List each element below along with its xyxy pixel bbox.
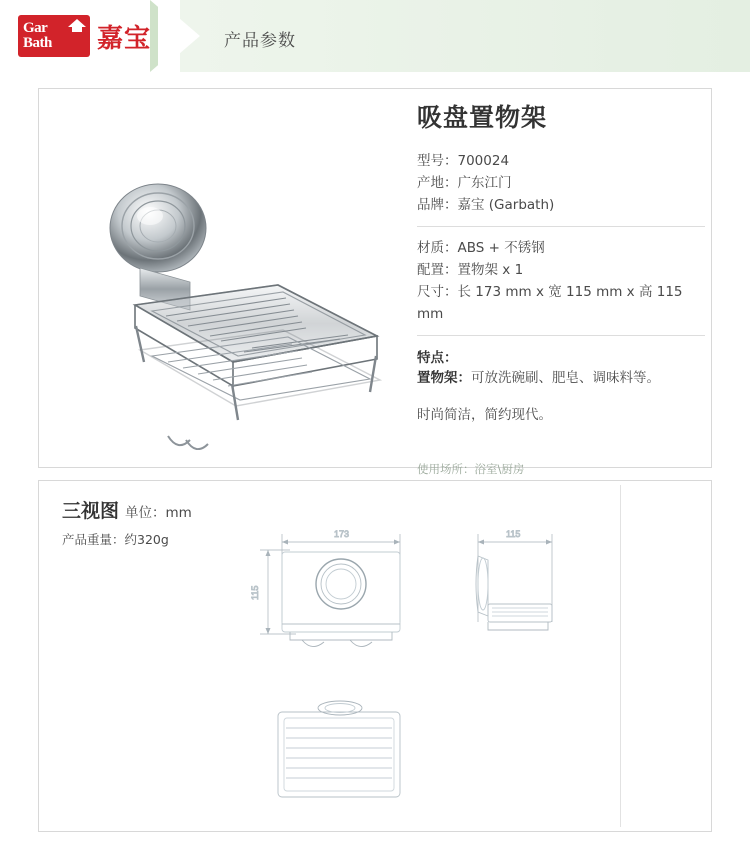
spec-row-material: [417, 237, 707, 259]
logo-line1: Gar: [23, 20, 48, 36]
divider-1: [417, 226, 705, 227]
product-weight: 产品重量：约320g: [62, 532, 169, 547]
product-info-text: [417, 98, 707, 504]
drawing-title-row: [62, 496, 192, 523]
spec-row-brand: [417, 194, 707, 216]
spec-label-size: 尺寸：: [417, 284, 458, 300]
logo-line2: Bath: [23, 35, 52, 51]
feature-note: 时尚简洁，简约现代。: [417, 407, 552, 423]
spec-label-config: 配置：: [417, 262, 458, 278]
usage-scene: 使用场所：浴室\厨房: [417, 462, 525, 476]
brand-logo: [18, 14, 158, 58]
drawing-title: 三视图: [62, 500, 120, 522]
spec-row-size: [417, 281, 707, 325]
svg-text:115: 115: [506, 529, 521, 539]
spec-value-size: 长 173 mm x 宽 115 mm x 高 115 mm: [417, 284, 683, 322]
technical-drawings: [230, 512, 650, 832]
feature-item: [417, 368, 707, 389]
spec-row-origin: [417, 172, 707, 194]
spec-row-config: [417, 259, 707, 281]
spec-value-brand: 嘉宝 (Garbath): [457, 197, 555, 213]
banner-title: 产品参数: [224, 31, 296, 51]
feature-item-text: 可放洗碗刷、肥皂、调味料等。: [471, 370, 660, 386]
spec-value-material: ABS + 不锈钢: [457, 240, 545, 256]
spec-label-brand: 品牌：: [417, 197, 458, 213]
product-photo: [40, 100, 390, 450]
spec-row-model: [417, 150, 707, 172]
spec-label-model: 型号：: [417, 153, 458, 169]
drawing-unit: 单位：mm: [125, 505, 192, 521]
svg-text:173: 173: [334, 529, 350, 539]
spec-value-model: 700024: [457, 153, 510, 169]
drawing-header: [62, 496, 192, 548]
svg-text:115: 115: [250, 585, 260, 600]
spec-label-origin: 产地：: [417, 175, 458, 191]
logo-mark: [18, 15, 90, 57]
house-icon-body: [72, 26, 82, 32]
divider-2: [417, 335, 705, 336]
logo-chinese-name: 嘉宝: [97, 23, 152, 54]
spec-value-origin: 广东江门: [457, 175, 512, 191]
feature-item-label: 置物架：: [417, 370, 471, 386]
header-arrow: [158, 0, 200, 72]
spec-value-config: 置物架 x 1: [457, 262, 524, 278]
page-header: [0, 0, 750, 72]
spec-label-material: 材质：: [417, 240, 458, 256]
page-title: 吸盘置物架: [417, 103, 548, 132]
feature-title: 特点：: [417, 350, 458, 366]
